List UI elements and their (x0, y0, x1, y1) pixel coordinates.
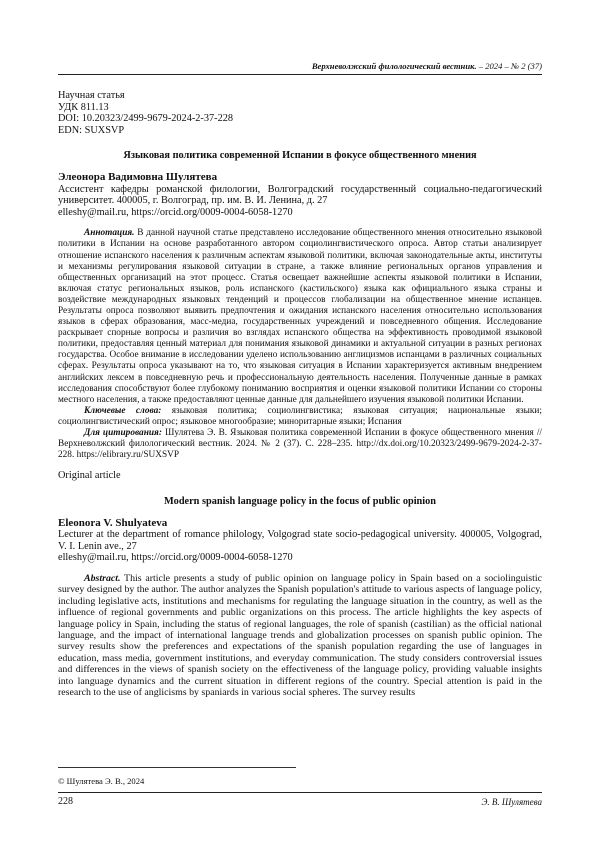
keywords-ru (58, 406, 542, 428)
udc-code: УДК 811.13 (58, 101, 109, 113)
abstract-en (58, 573, 542, 698)
article-content (58, 90, 542, 698)
abstract-block-ru (58, 228, 542, 461)
page-number: 228 (58, 796, 73, 807)
abstract-block-en (58, 573, 542, 698)
edn: EDN: SUXSVP (58, 124, 125, 136)
article-title-en: Modern spanish language policy in the focus of public opinion (163, 495, 437, 507)
header-journal-title: Верхневолжский филологический вестник. (311, 61, 477, 71)
copyright-footnote: © Шулятева Э. В., 2024 (58, 776, 145, 786)
article-type-ru: Научная статья (58, 90, 125, 101)
citation-ru (58, 428, 542, 461)
abstract-label-en: Abstract. (84, 572, 121, 584)
keywords-text-ru: языковая политика; социолингвистика; языковая ситуация; национальные языки; социолингвистический опрос; языковое многообразие; миноритарные языки; Испания (58, 405, 542, 427)
author-contact-en: elleshy@mail.ru, https://orcid.org/0009-0004-6058-1270 (58, 552, 293, 564)
abstract-label-ru: Аннотация. (84, 228, 135, 239)
keywords-label-ru: Ключевые слова: (84, 405, 162, 416)
article-title-ru: Языковая политика современной Испании в фокусе общественного мнения (123, 150, 477, 162)
author-affiliation-ru: Ассистент кафедры романской филологии, Волгоградский государственный социально-педагогический университет. 400005, г. Волгоград, пр. им. В. И. Ленина, д. 27 (58, 183, 542, 207)
author-contact-ru: elleshy@mail.ru, https://orcid.org/0009-0004-6058-1270 (58, 206, 293, 218)
abstract-text-ru: В данной научной статье представлено исследование общественного мнения относительно языковой политики в Испании на основе разработанного автором социолингвистического опроса. Автор статьи анализирует отношение испанского населения к различным аспектам языковой политики, включая законодательные акты, институты и механизмы регулирования языковой ситуации в стране, а также влияние региональных органов управления и общественных организаций на этот процесс. Статья освещает важнейшие аспекты языковой политики в Испании, включая статус региональных языков, роль испанского (кастильского) языка как официального языка страны и воздействие международных языковых тенденций и процессов глобализации на общественное мнение испанцев. Результаты опроса позволяют выявить предпочтения и ожидания испанского населения относительно использования языков в сферах образования, масс-медиа, государственных учреждений и повседневного общения. Исследование раскрывает спорные вопросы и различия во взглядах испанского общества на эффективность проводимой языковой политики, предоставляя ценный материал для понимания языковой динамики и актуальной ситуации в разных регионах государства. Особое внимание в исследовании уделено использованию англицизмов испанцами в различных социальных сферах. Результаты опроса указывают на то, что языковая ситуация в Испании характеризуется активным внедрением английских лексем в повседневную речь и профессиональную деятельность населения. Полученные данные в рамках исследования способствуют более глубокому пониманию восприятия и оценки языковой политики Испании со стороны местного населения, а также предоставляют ценные данные для дальнейшего изучения языковой политики Испании. (58, 228, 542, 405)
footnote-rule (58, 767, 296, 768)
author-affiliation-en: Lecturer at the department of romance philology, Volgograd state socio-pedagogical university. 400005, Volgograd, V. I. Lenin ave., 27 (58, 529, 542, 552)
abstract-text-en: This article presents a study of public opinion on language policy in Spain based on a sociolinguistic survey designed by the author. The author analyzes the Spanish population's attitude to various aspects of language policy, including legislative acts, institutions and mechanisms for regulating the language situation in the country, as well as the influence of regional governments and public organizations on this process. The article highlights the key aspects of language policy in Spain, including the status of regional languages, the role of spanish (castilian) as the official national language, and the impact of international language trends and globalization processes on spanish public opinion. The survey results show the preferences and expectations of the spanish population regarding the use of languages in education, mass media, government institutions, and everyday communication. The study considers controversial issues and differences in the views of spanish society on the effectiveness of the language policy, providing valuable insights into language dynamics and the current situation in different regions of the country. Special attention is paid in the research to the use of anglicisms by spaniards in various social spheres. The survey results (58, 572, 542, 698)
author-name-ru: Элеонора Вадимовна Шулятева (58, 170, 218, 183)
abstract-ru (58, 228, 542, 406)
footer-author: Э. В. Шулятева (481, 797, 542, 807)
header-rule (58, 74, 542, 75)
citation-label-ru: Для цитирования: (84, 428, 162, 439)
header-issue: – 2024 – № 2 (37) (476, 61, 542, 71)
running-header (58, 61, 542, 71)
citation-text-ru: Шулятева Э. В. Языковая политика современной Испании в фокусе общественного мнения // Верхневолжский филологический вестник. 2024. № 2 (37). С. 228–235. http://dx.doi.org/10.20323/2499-9679-2024-2-37-228. https://elibrary.ru/SUXSVP (58, 428, 542, 461)
doi: DOI: 10.20323/2499-9679-2024-2-37-228 (58, 113, 234, 125)
article-type-en: Original article (58, 470, 121, 482)
author-name-en: Eleonora V. Shulyateva (58, 516, 168, 529)
footer-rule (58, 792, 542, 793)
